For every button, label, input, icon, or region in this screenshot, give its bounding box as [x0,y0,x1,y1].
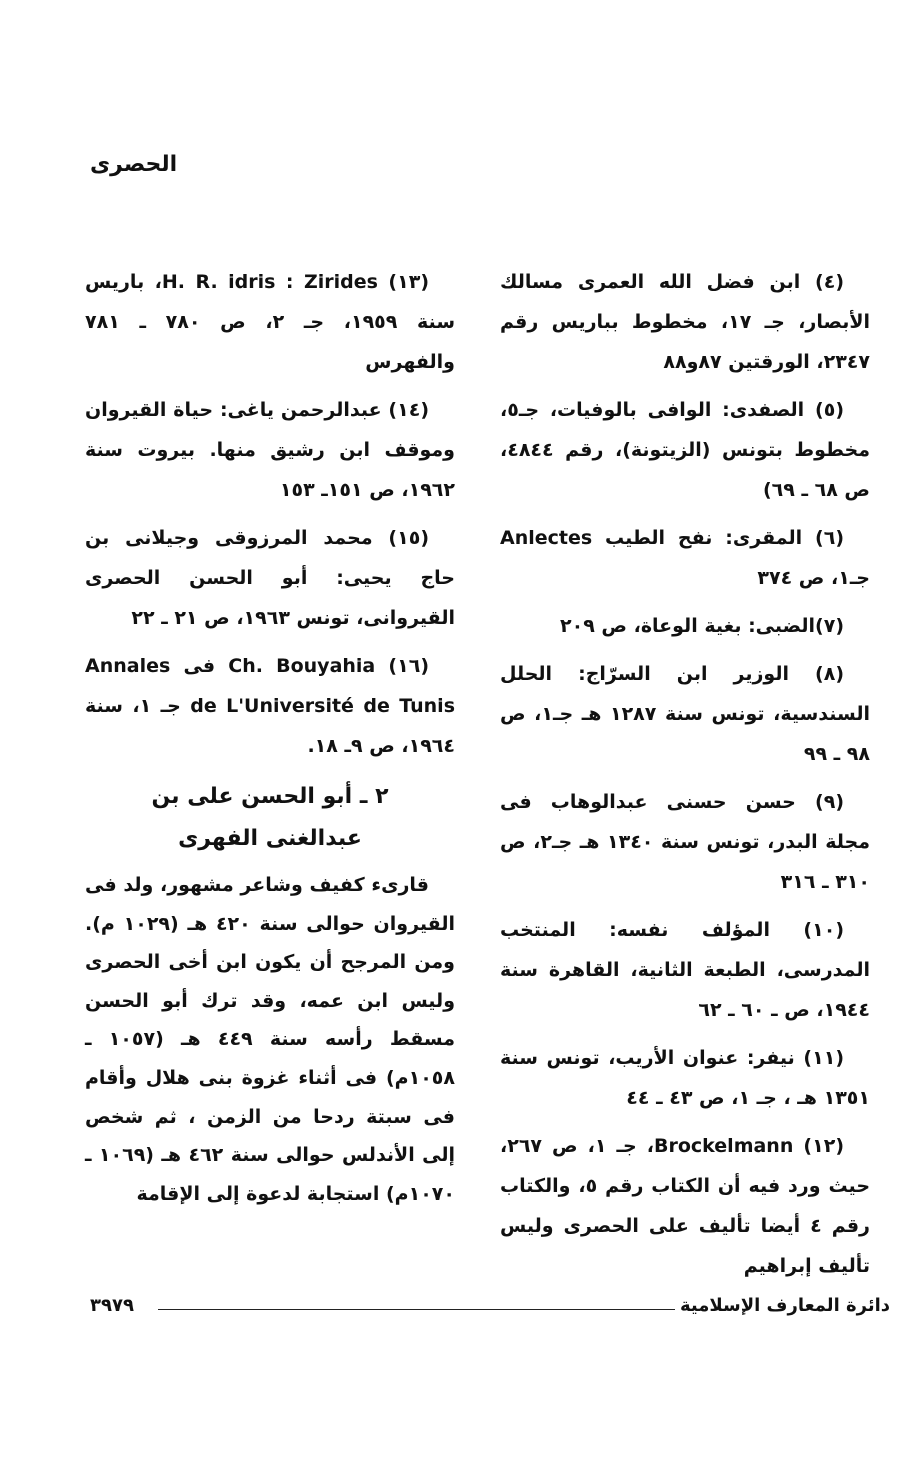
article-heading-line-2: عبدالغنى الفهرى [178,826,362,851]
right-column-footnotes [500,262,870,1294]
footnote-13: (١٣) H. R. idris : Zirides، باريس سنة ١٩٥٩، جـ ٢، ص ٧٨٠ ـ ٧٨١ والفهرس [85,271,455,373]
footnote-4: (٤) ابن فضل الله العمرى مسالك الأبصار، جـ ١٧، مخطوط بباريس رقم ٢٣٤٧، الورقتين ٨٧و٨٨ [500,271,870,373]
left-column [85,262,455,1213]
footnote-7: (٧)الضبى: بغية الوعاة، ص ٢٠٩ [560,615,844,637]
footnote-16: (١٦) Ch. Bouyahia فى Annales de L'Université de Tunis جـ ١، سنة ١٩٦٤، ص ٩ـ ١٨. [85,655,455,757]
footnote-8: (٨) الوزير ابن السرّاج: الحلل السندسية، تونس سنة ١٢٨٧ هـ جـ١، ص ٩٨ ـ ٩٩ [500,663,870,765]
footnote-11: (١١) نيفر: عنوان الأريب، تونس سنة ١٣٥١ هـ ، جـ ١، ص ٤٣ ـ ٤٤ [500,1047,870,1109]
page-number: ٣٩٧٩ [90,1295,134,1316]
footnote-6: (٦) المقرى: نفح الطيب Anlectes جـ١، ص ٣٧٤ [500,527,870,589]
page-footer [90,1295,890,1325]
running-title: الحصرى [90,152,178,177]
footer-rule [158,1309,675,1310]
article-heading [85,776,455,860]
publication-name: دائرة المعارف الإسلامية [679,1295,890,1316]
footnote-9: (٩) حسن حسنى عبدالوهاب فى مجلة البدر، تونس سنة ١٣٤٠ هـ جـ٢، ص ٣١٠ ـ ٣١٦ [500,791,870,893]
article-body: قارىء كفيف وشاعر مشهور، ولد فى القيروان حوالى سنة ٤٢٠ هـ (١٠٢٩ م). ومن المرجح أن يكون ابن أخى الحصرى وليس ابن عمه، وقد ترك أبو الحسن مسقط رأسه سنة ٤٤٩ هـ (١٠٥٧ ـ ١٠٥٨م) فى أثناء غزوة بنى هلال وأقام فى سبتة ردحا من الزمن ، ثم شخص إلى الأندلس حوالى سنة ٤٦٢ هـ (١٠٦٩ ـ ١٠٧٠م) استجابة لدعوة إلى الإقامة [85,874,455,1205]
footnote-15: (١٥) محمد المرزوقى وجيلانى بن حاج يحيى: أبو الحسن الحصرى القيروانى، تونس ١٩٦٣، ص ٢١ ـ ٢٢ [85,527,455,629]
footnote-5: (٥) الصفدى: الوافى بالوفيات، جـ٥، مخطوط بتونس (الزيتونة)، رقم ٤٨٤٤، ص ٦٨ ـ ٦٩) [500,399,870,501]
footnote-10: (١٠) المؤلف نفسه: المنتخب المدرسى، الطبعة الثانية، القاهرة سنة ١٩٤٤، ص ـ ٦٠ ـ ٦٢ [500,919,870,1021]
footnote-14: (١٤) عبدالرحمن ياغى: حياة القيروان وموقف ابن رشيق منها. بيروت سنة ١٩٦٢، ص ١٥١ـ ١٥٣ [85,399,455,501]
article-heading-line-1: ٢ ـ أبو الحسن على بن [151,784,389,809]
footnote-12: (١٢) Brockelmann، جـ ١، ص ٢٦٧، حيث ورد فيه أن الكتاب رقم ٥، والكتاب رقم ٤ أيضا تأليف على الحصرى وليس تأليف إبراهيم [500,1135,871,1277]
